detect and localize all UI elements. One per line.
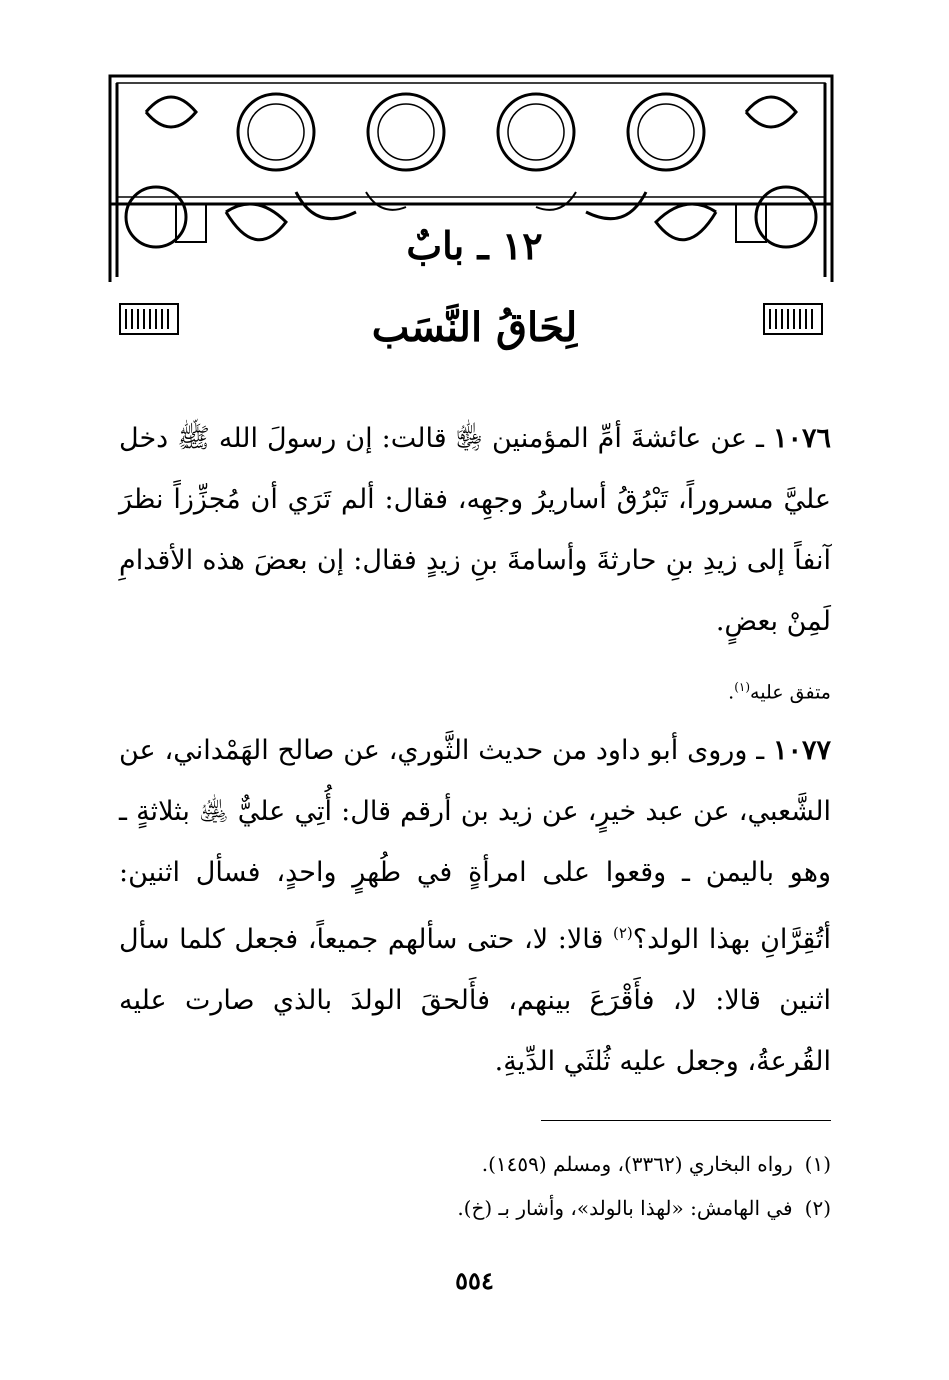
hadith-1077: [119, 720, 831, 1092]
hadith-number: ١٠٧٦: [772, 423, 831, 454]
footnote-2: [119, 1192, 831, 1224]
chapter-title: لِحَاقُ النَّسَب: [371, 304, 578, 351]
footnote-mark: (١): [804, 1152, 831, 1176]
footnote-separator: [541, 1120, 831, 1121]
hadith-number: ١٠٧٧: [772, 735, 831, 766]
hadith-text-part-2: قالا: لا، حتى سألهم جميعاً، فجعل كلما سأل اثنين قالا: لا، فأَقْرَعَ بينهم، فأَلحقَ الولدَ بالذي صارت عليه القُرعةُ، وجعل عليه ثُلثَي الدِّيةِ.: [119, 924, 831, 1077]
footnote-text: في الهامش: «لهذا بالولد»، وأشار بـ (خ).: [457, 1196, 793, 1220]
footnote-ref-2: (٢): [613, 924, 633, 942]
hadith-1076-source: متفق عليه$^{(١)}$.: [728, 680, 831, 704]
page-number: ٥٥٤: [455, 1266, 494, 1295]
hadith-text-part-1: ـ وروى أبو داود من حديث الثَّوري، عن صالح الهَمْداني، عن الشَّعبي، عن عبد خيرٍ، عن زيد بن أرقم قال: أُتِي عليٌّ ﵁ بثلاثةٍ ـ وهو باليمن ـ وقعوا على امرأةٍ في طُهرٍ واحدٍ، فسأل اثنين: أتُقِرَّانِ بهذا الولد؟: [119, 735, 831, 955]
footnote-mark: (٢): [804, 1196, 831, 1220]
hadith-text: ـ عن عائشةَ أمِّ المؤمنين ﵂ قالت: إن رسولَ الله ﷺ دخل عليَّ مسروراً، تَبْرُقُ أساريرُ وجهِه، فقال: ألم تَرَي أن مُجزِّزاً نظرَ آنفاً إلى زيدِ بنِ حارثةَ وأسامةَ بنِ زيدٍ فقال: إن بعضَ هذه الأقدامِ لَمِنْ بعضٍ.: [119, 423, 831, 637]
source-text: متفق عليه: [750, 681, 831, 704]
footnote-text: رواه البخاري (٣٣٦٢)، ومسلم (١٤٥٩).: [481, 1152, 793, 1176]
footnote-1: [119, 1148, 831, 1180]
chapter-number: ١٢ ـ بابٌ: [406, 223, 543, 268]
hadith-1076: [119, 408, 831, 652]
footnote-ref-1: (١): [734, 680, 751, 694]
